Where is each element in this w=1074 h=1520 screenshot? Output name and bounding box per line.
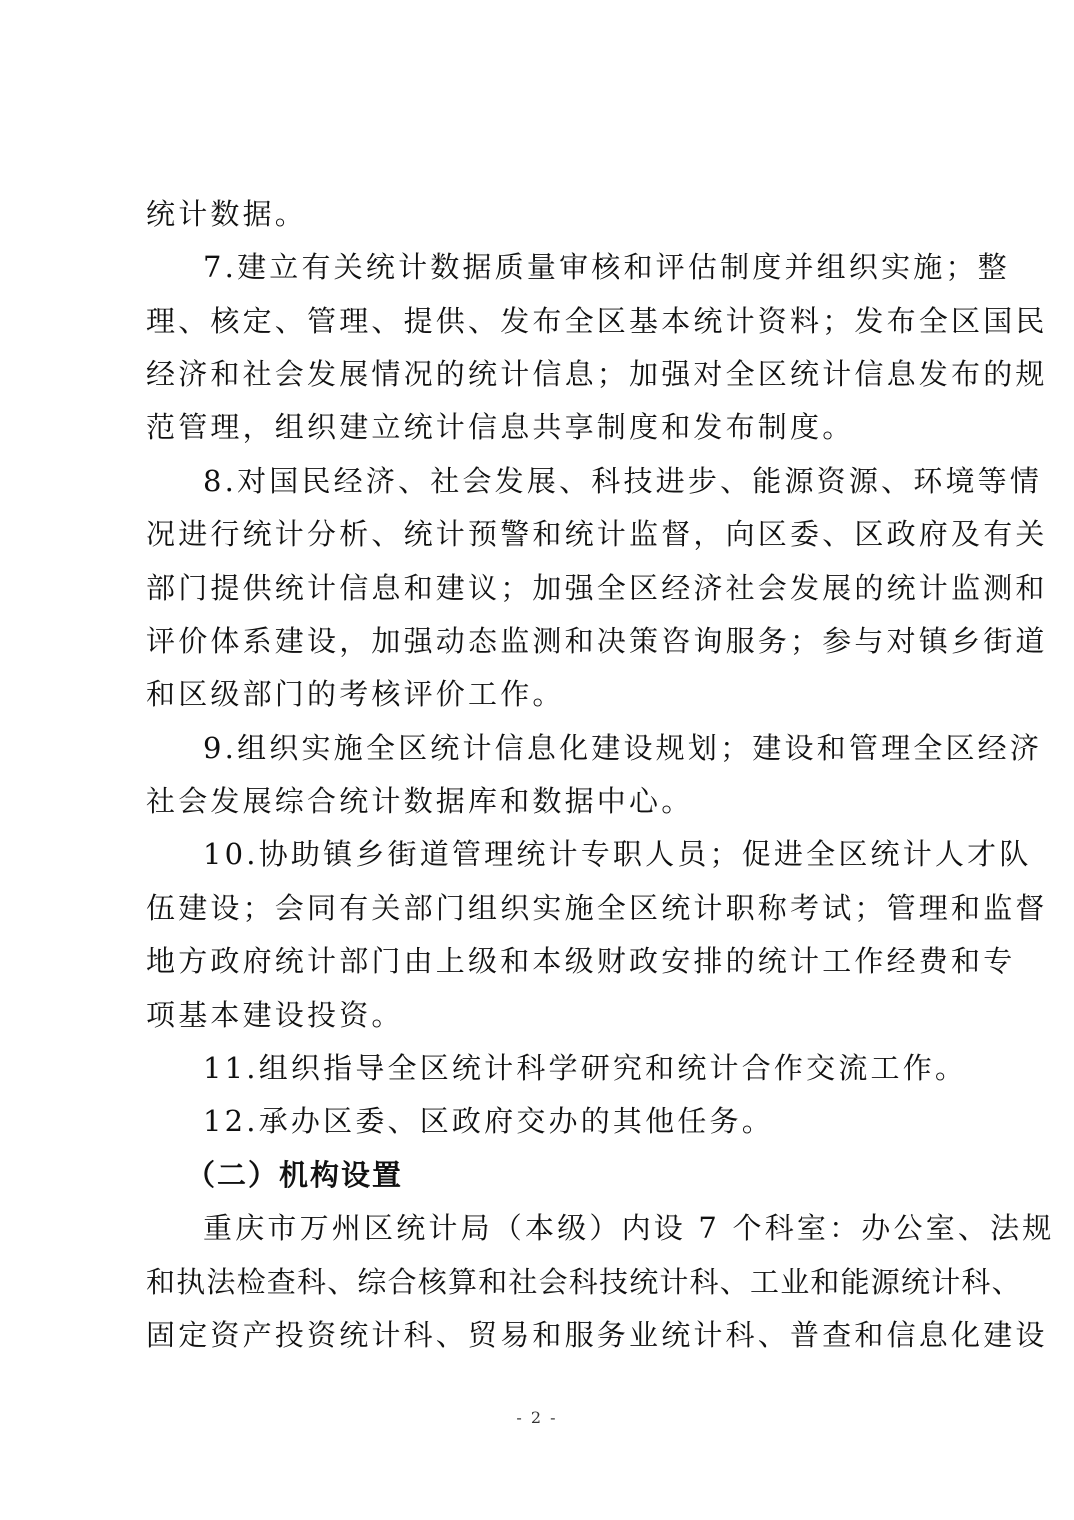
- paragraph-line: 评价体系建设，加强动态监测和决策咨询服务；参与对镇乡街道: [146, 624, 1048, 658]
- section-heading: （二）机构设置: [186, 1158, 404, 1192]
- paragraph-line: 11.组织指导全区统计科学研究和统计合作交流工作。: [203, 1051, 968, 1085]
- paragraph-line: 范管理，组织建立统计信息共享制度和发布制度。: [146, 410, 855, 444]
- paragraph-line: 10.协助镇乡街道管理统计专职人员；促进全区统计人才队: [203, 837, 1032, 871]
- paragraph-line: 8.对国民经济、社会发展、科技进步、能源资源、环境等情: [203, 464, 1043, 498]
- paragraph-line: 9.组织实施全区统计信息化建设规划；建设和管理全区经济: [203, 731, 1043, 765]
- paragraph-line: 重庆市万州区统计局（本级）内设 7 个科室：办公室、法规: [203, 1211, 1055, 1245]
- paragraph-line: 12.承办区委、区政府交办的其他任务。: [203, 1104, 774, 1138]
- paragraph-line: 7.建立有关统计数据质量审核和评估制度并组织实施；整: [203, 250, 1010, 284]
- page-number: - 2 -: [516, 1408, 558, 1427]
- paragraph-line: 经济和社会发展情况的统计信息；加强对全区统计信息发布的规: [146, 357, 1048, 391]
- paragraph-line: 理、核定、管理、提供、发布全区基本统计资料；发布全区国民: [146, 304, 1048, 338]
- paragraph-line: 统计数据。: [146, 197, 308, 231]
- paragraph-line: 部门提供统计信息和建议；加强全区经济社会发展的统计监测和: [146, 571, 1048, 605]
- paragraph-line: 地方政府统计部门由上级和本级财政安排的统计工作经费和专: [146, 944, 1016, 978]
- paragraph-line: 伍建设；会同有关部门组织实施全区统计职称考试；管理和监督: [146, 891, 1048, 925]
- paragraph-line: 况进行统计分析、统计预警和统计监督，向区委、区政府及有关: [146, 517, 1048, 551]
- paragraph-line: 和执法检查科、综合核算和社会科技统计科、工业和能源统计科、: [146, 1265, 1022, 1299]
- paragraph-line: 和区级部门的考核评价工作。: [146, 677, 565, 711]
- paragraph-line: 社会发展综合统计数据库和数据中心。: [146, 784, 694, 818]
- paragraph-line: 固定资产投资统计科、贸易和服务业统计科、普查和信息化建设: [146, 1318, 1048, 1352]
- paragraph-line: 项基本建设投资。: [146, 998, 404, 1032]
